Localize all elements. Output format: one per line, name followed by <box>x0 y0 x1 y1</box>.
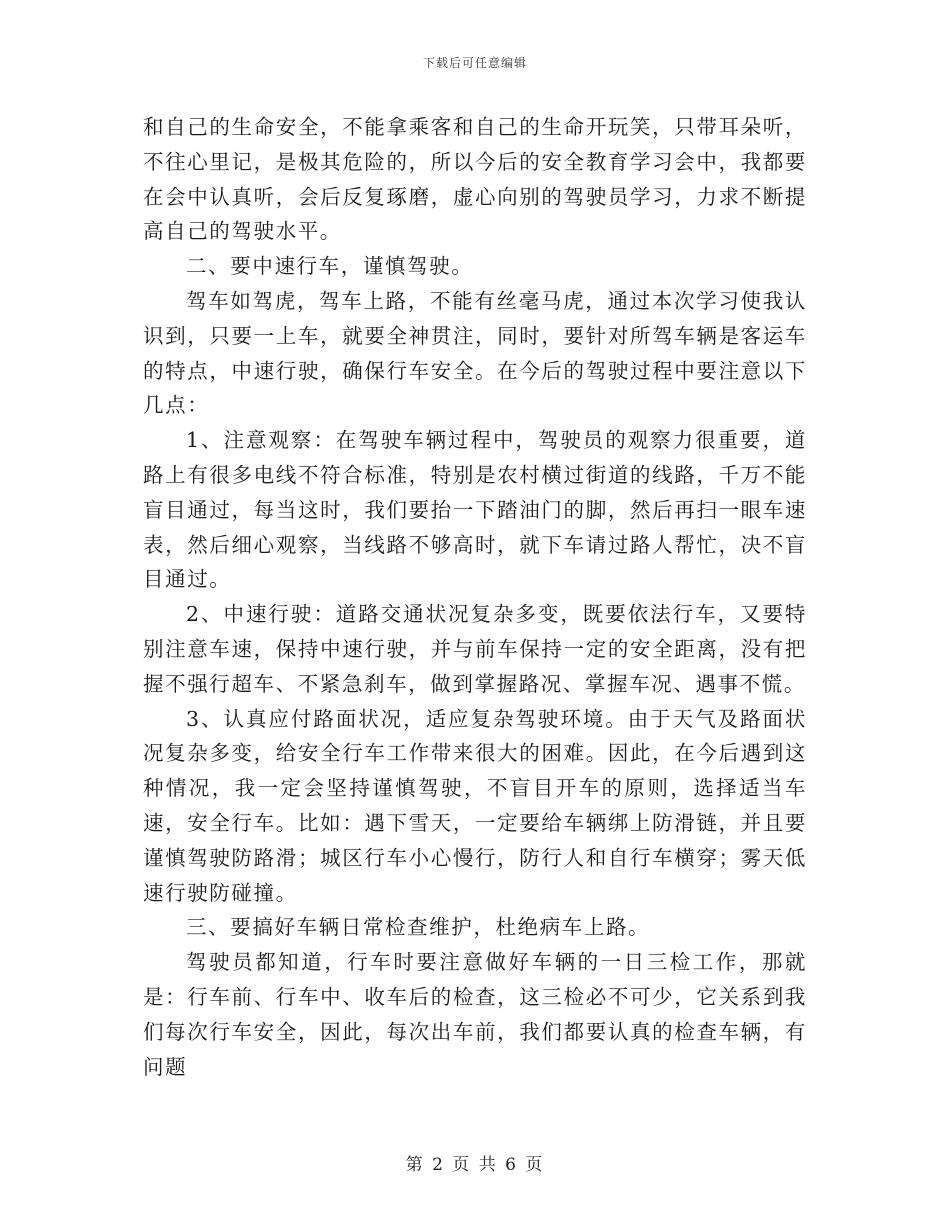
list-item-2: 2、中速行驶：道路交通状况复杂多变，既要依法行车，又要特别注意车速，保持中速行驶，并与前车保持一定的安全距离，没有把握不强行超车、不紧急刹车，做到掌握路况、掌握车况、遇事不慌。 <box>143 602 807 696</box>
paragraph: 驾驶员都知道，行车时要注意做好车辆的一日三检工作，那就是：行车前、行车中、收车后的检查，这三检必不可少，它关系到我们每次行车安全，因此，每次出车前，我们都要认真的检查车辆，有问题 <box>143 950 807 1079</box>
section-heading-2: 二、要中速行车，谨慎驾驶。 <box>186 254 474 279</box>
document-body <box>143 110 807 1084</box>
paragraph-continuation: 和自己的生命安全，不能拿乘客和自己的生命开玩笑，只带耳朵听，不往心里记，是极其危险的，所以今后的安全教育学习会中，我都要在会中认真听，会后反复琢磨，虚心向别的驾驶员学习，力求不断提高自己的驾驶水平。 <box>143 115 807 244</box>
section-heading-3: 三、要搞好车辆日常检查维护，杜绝病车上路。 <box>186 915 651 940</box>
paragraph: 驾车如驾虎，驾车上路，不能有丝毫马虎，通过本次学习使我认识到，只要一上车，就要全神贯注，同时，要针对所驾车辆是客运车的特点，中速行驶，确保行车安全。在今后的驾驶过程中要注意以下几点： <box>143 288 807 418</box>
page-header: 下载后可任意编辑 <box>422 56 527 70</box>
list-item-1: 1、注意观察：在驾驶车辆过程中，驾驶员的观察力很重要，道路上有很多电线不符合标准，特别是农村横过街道的线路，千万不能盲目通过，每当这时，我们要抬一下踏油门的脚，然后再扫一眼车速表，然后细心观察，当线路不够高时，就下车请过路人帮忙，决不盲目通过。 <box>143 428 807 592</box>
list-item-3: 3、认真应付路面状况，适应复杂驾驶环境。由于天气及路面状况复杂多变，给安全行车工作带来很大的困难。因此，在今后遇到这种情况，我一定会坚持谨慎驾驶，不盲目开车的原则，选择适当车速，安全行车。比如：遇下雪天，一定要给车辆绑上防滑链，并且要谨慎驾驶防路滑；城区行车小心慢行，防行人和自行车横穿；雾天低速行驶防碰撞。 <box>143 706 807 905</box>
page-number: 第 2 页 共 6 页 <box>405 1155 545 1175</box>
